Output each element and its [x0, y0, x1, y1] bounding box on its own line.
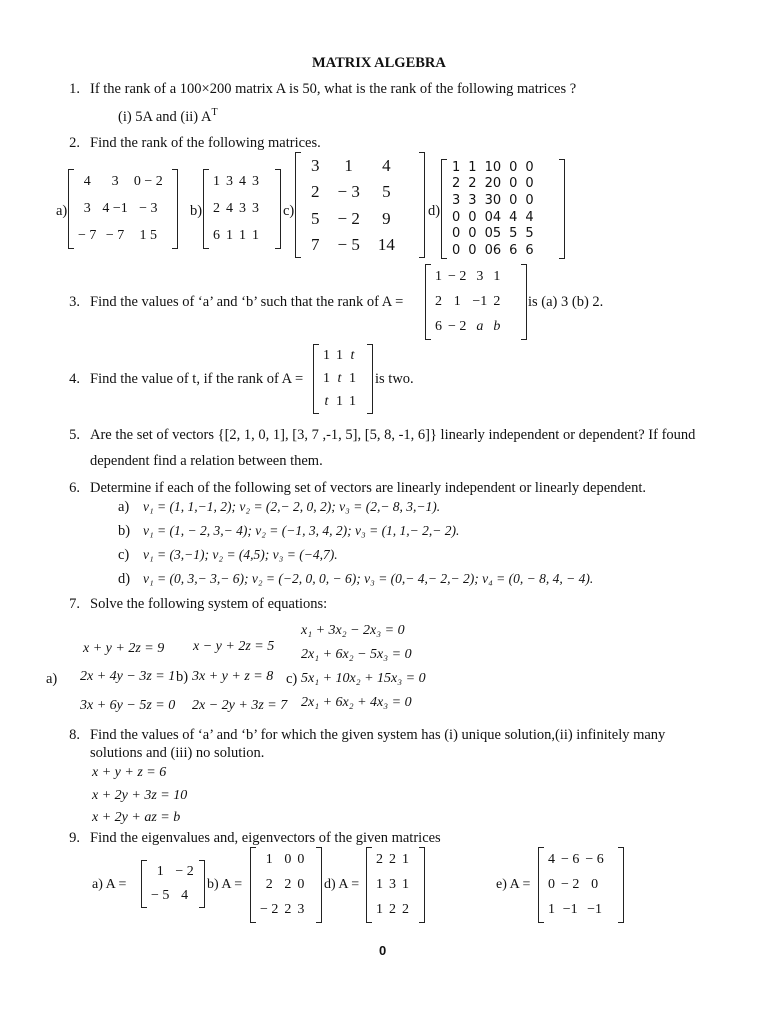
matrix-cell: 1 5	[139, 227, 158, 243]
matrix-cell: 4	[548, 851, 555, 867]
matrix-cell: 2	[213, 200, 220, 216]
matrix-cell: 3	[252, 174, 259, 190]
matrix-4	[313, 344, 373, 414]
matrix-row	[302, 152, 404, 179]
equation: 3x + 6y − 5z = 0	[80, 698, 176, 713]
matrix-cell: 1	[376, 902, 383, 918]
matrix-cell: 6	[435, 319, 442, 335]
matrix-cell: − 5	[337, 235, 360, 255]
matrix-cell: 4 −1	[102, 200, 128, 216]
matrix-cell: 2	[389, 851, 396, 867]
matrix-cell: 5	[382, 182, 391, 202]
matrix-table	[373, 847, 412, 923]
question-8-line-1: Find the values of ‘a’ and ‘b’ for which the given system has (i) unique solution,(ii) infinitely many	[90, 727, 666, 743]
matrix-cell: 0	[509, 193, 518, 209]
matrix-2c	[295, 152, 425, 258]
matrix-row	[148, 860, 197, 884]
matrix-cell: 2	[452, 176, 461, 192]
matrix-row	[373, 872, 412, 897]
matrix-table	[257, 847, 307, 923]
matrix-cell: − 2	[448, 319, 467, 335]
page-title: MATRIX ALGEBRA	[312, 55, 446, 71]
matrix-cell: 0	[297, 851, 305, 867]
matrix-cell: − 2	[337, 208, 360, 228]
matrix-cell: 6	[525, 243, 534, 259]
matrix-row	[302, 179, 404, 206]
matrix-label: c)	[283, 203, 295, 219]
matrix-cell: 3	[389, 876, 396, 892]
matrix-cell: b	[493, 319, 501, 335]
matrix-cell: 4	[83, 174, 91, 190]
matrix-cell: 3	[452, 193, 461, 209]
matrix-9b	[250, 847, 322, 923]
matrix-cell: 2	[389, 902, 396, 918]
matrix-row	[373, 898, 412, 923]
matrix-row	[148, 884, 197, 908]
system-label: b)	[176, 669, 189, 685]
question-number: 5.	[69, 427, 80, 443]
matrix-cell: 2	[376, 851, 383, 867]
matrix-cell: t	[337, 370, 342, 386]
matrix-cell: 14	[377, 235, 395, 255]
matrix-row	[320, 391, 359, 414]
matrix-table	[75, 169, 166, 249]
matrix-row	[302, 232, 404, 259]
matrix-cell: −1	[587, 902, 603, 918]
matrix-cell: 3	[226, 174, 233, 190]
matrix-cell: 2	[284, 902, 292, 918]
matrix-3	[425, 264, 527, 340]
matrix-label: a) A =	[92, 877, 127, 892]
matrix-cell: 0	[509, 159, 518, 175]
question-3-tail: is (a) 3 (b) 2.	[528, 294, 604, 310]
matrix-label: e) A =	[496, 877, 531, 892]
matrix-row	[210, 196, 262, 223]
matrix-cell: 4	[226, 200, 233, 216]
item-label: b)	[118, 523, 131, 539]
matrix-cell: 4	[382, 155, 391, 175]
matrix-cell: 0	[525, 193, 534, 209]
matrix-cell: 4	[509, 209, 518, 225]
equation: x + 2y + 3z = 10	[92, 788, 188, 803]
matrix-row	[75, 169, 166, 196]
matrix-cell: 2	[435, 293, 442, 309]
matrix-9e	[538, 847, 624, 923]
matrix-table	[432, 264, 503, 340]
matrix-row	[257, 898, 307, 923]
question-number: 2.	[69, 135, 80, 151]
matrix-row	[210, 222, 262, 249]
item-label: d)	[118, 571, 131, 587]
matrix-cell: 9	[382, 208, 391, 228]
matrix-cell: 3	[239, 200, 246, 216]
equation: 3x + y + z = 8	[192, 669, 274, 684]
matrix-2b	[203, 169, 281, 249]
matrix-table	[320, 344, 359, 414]
matrix-table	[545, 847, 607, 923]
matrix-cell: 04	[484, 209, 502, 225]
matrix-cell: 4	[181, 888, 189, 903]
question-3-text: Find the values of ‘a’ and ‘b’ such that the rank of A =	[90, 294, 404, 310]
question-number: 7.	[69, 596, 80, 612]
matrix-cell: 20	[484, 176, 502, 192]
equation: 2x₁ + 6x₂ − 5x₃ = 0	[301, 647, 412, 662]
matrix-cell: 5	[509, 226, 518, 242]
matrix-cell: 1	[435, 268, 442, 284]
matrix-cell: t	[324, 394, 329, 410]
matrix-cell: 05	[484, 226, 502, 242]
equation: x₁ + 3x₂ − 2x₃ = 0	[301, 623, 405, 638]
matrix-cell: 1	[493, 268, 501, 284]
matrix-cell: 0	[284, 851, 292, 867]
matrix-cell: 6	[509, 243, 518, 259]
matrix-cell: 1	[453, 293, 461, 309]
question-5-line-1: Are the set of vectors {[2, 1, 0, 1], [3, 7 ,-1, 5], [5, 8, -1, 6]} linearly independent or dependent? If found	[90, 427, 696, 443]
matrix-cell: − 3	[139, 200, 158, 216]
matrix-table	[448, 159, 538, 259]
matrix-row	[75, 196, 166, 223]
matrix-cell: 0	[525, 176, 534, 192]
matrix-2a	[68, 169, 178, 249]
matrix-cell: − 3	[337, 182, 360, 202]
matrix-cell: 2	[493, 293, 501, 309]
matrix-cell: 30	[484, 193, 502, 209]
question-5-line-2: dependent find a relation between them.	[90, 453, 323, 469]
matrix-cell: − 2	[260, 902, 279, 918]
matrix-row	[302, 205, 404, 232]
matrix-cell: 4	[239, 174, 246, 190]
equation: x − y + 2z = 5	[193, 639, 275, 654]
matrix-row	[373, 847, 412, 872]
matrix-cell: 6	[213, 227, 220, 243]
question-number: 9.	[69, 830, 80, 846]
matrix-cell: 7	[311, 235, 320, 255]
question-6-text: Determine if each of the following set of vectors are linearly independent or linearly dependent.	[90, 480, 647, 496]
matrix-row	[432, 264, 503, 289]
matrix-cell: 0	[591, 876, 599, 892]
matrix-label: b)	[190, 203, 203, 219]
matrix-cell: 2	[265, 876, 273, 892]
matrix-9d	[366, 847, 425, 923]
matrix-cell: 5	[311, 208, 320, 228]
matrix-cell: 0	[468, 209, 477, 225]
matrix-cell: 3	[297, 902, 305, 918]
matrix-cell: 3	[83, 200, 91, 216]
matrix-row	[448, 226, 538, 243]
question-number: 6.	[69, 480, 80, 496]
matrix-cell: 1	[239, 227, 246, 243]
matrix-cell: 1	[468, 159, 477, 175]
matrix-cell: 1	[156, 864, 164, 879]
matrix-cell: 0	[468, 243, 477, 259]
matrix-cell: − 6	[585, 851, 604, 867]
matrix-cell: 0	[297, 876, 305, 892]
matrix-cell: 3	[111, 174, 119, 190]
question-7-text: Solve the following system of equations:	[90, 596, 328, 612]
matrix-cell: t	[350, 347, 355, 363]
question-1-text: If the rank of a 100×200 matrix A is 50, what is the rank of the following matrices ?	[90, 81, 577, 97]
equation: x + y + z = 6	[92, 765, 167, 780]
system-label: a)	[46, 671, 58, 687]
matrix-cell: − 7	[78, 227, 97, 243]
question-number: 1.	[69, 81, 80, 97]
matrix-row	[320, 344, 359, 367]
question-4-tail: is two.	[375, 371, 414, 387]
matrix-cell: −1	[472, 293, 488, 309]
matrix-cell: 1	[226, 227, 233, 243]
equation: 2x − 2y + 3z = 7	[192, 698, 288, 713]
matrix-cell: 0	[509, 176, 518, 192]
matrix-cell: 1	[323, 370, 330, 386]
matrix-cell: 10	[484, 159, 502, 175]
matrix-cell: 1	[349, 394, 356, 410]
matrix-cell: 0	[452, 209, 461, 225]
matrix-cell: − 6	[561, 851, 580, 867]
matrix-cell: 1	[548, 902, 555, 918]
matrix-row	[75, 222, 166, 249]
matrix-cell: 2	[402, 902, 409, 918]
item-label: a)	[118, 499, 130, 515]
page-number: 0	[379, 943, 387, 958]
matrix-cell: 1	[344, 155, 353, 175]
matrix-table	[148, 860, 197, 908]
matrix-cell: − 2	[561, 876, 580, 892]
question-number: 8.	[69, 727, 80, 743]
matrix-cell: 3	[252, 200, 259, 216]
matrix-cell: a	[476, 319, 484, 335]
matrix-table	[302, 152, 404, 258]
matrix-row	[448, 159, 538, 176]
matrix-cell: 2	[311, 182, 320, 202]
matrix-label: b) A =	[207, 877, 243, 892]
question-2-text: Find the rank of the following matrices.	[90, 135, 321, 151]
matrix-cell: 0	[548, 876, 555, 892]
matrix-cell: 0	[452, 243, 461, 259]
matrix-2d	[441, 159, 565, 259]
matrix-cell: 1	[265, 851, 273, 867]
matrix-row	[545, 898, 607, 923]
matrix-row	[448, 176, 538, 193]
matrix-row	[448, 192, 538, 209]
matrix-cell: 1	[376, 876, 383, 892]
equation: x + 2y + az = b	[92, 810, 181, 825]
matrix-cell: 06	[484, 243, 502, 259]
matrix-cell: − 7	[105, 227, 125, 243]
matrix-cell: 1	[402, 876, 409, 892]
matrix-row	[432, 289, 503, 314]
matrix-row	[257, 872, 307, 897]
question-9-text: Find the eigenvalues and, eigenvectors of the given matrices	[90, 830, 441, 846]
vector-set-a: v₁ = (1, 1,−1, 2); v₂ = (2,− 2, 0, 2); v₃ = (2,− 8, 3,−1).	[143, 499, 441, 514]
matrix-label: a)	[56, 203, 68, 219]
matrix-label: d)	[428, 203, 441, 219]
matrix-row	[545, 847, 607, 872]
matrix-cell: 0 − 2	[133, 174, 163, 190]
matrix-cell: 1	[323, 347, 330, 363]
matrix-cell: 1	[336, 394, 343, 410]
matrix-cell: 5	[525, 226, 534, 242]
matrix-cell: − 5	[151, 888, 170, 903]
matrix-row	[545, 872, 607, 897]
matrix-row	[320, 367, 359, 390]
question-number: 4.	[69, 371, 80, 387]
matrix-cell: 1	[402, 851, 409, 867]
question-4-text: Find the value of t, if the rank of A =	[90, 371, 304, 387]
matrix-row	[448, 209, 538, 226]
matrix-row	[432, 315, 503, 340]
matrix-cell: 2	[468, 176, 477, 192]
matrix-cell: 1	[349, 370, 356, 386]
matrix-cell: 2	[284, 876, 292, 892]
matrix-cell: 3	[468, 193, 477, 209]
question-1-parts: (i) 5A and (ii) $A^T$	[118, 107, 218, 125]
question-number: 3.	[69, 294, 80, 310]
matrix-cell: 1	[452, 159, 461, 175]
matrix-cell: 3	[476, 268, 484, 284]
matrix-table	[210, 169, 262, 249]
matrix-cell: 0	[468, 226, 477, 242]
matrix-cell: 0	[452, 226, 461, 242]
matrix-9a	[141, 860, 205, 908]
matrix-cell: 4	[525, 209, 534, 225]
question-8-line-2: solutions and (iii) no solution.	[90, 745, 265, 761]
equation: 2x + 4y − 3z = 1	[80, 669, 176, 684]
matrix-row	[210, 169, 262, 196]
matrix-cell: − 2	[448, 268, 467, 284]
matrix-cell: − 2	[175, 864, 194, 879]
matrix-row	[448, 242, 538, 259]
matrix-cell: 3	[311, 155, 320, 175]
vector-set-c: v₁ = (3,−1); v₂ = (4,5); v₃ = (−4,7).	[143, 547, 338, 562]
equation: x + y + 2z = 9	[83, 641, 165, 656]
vector-set-b: v₁ = (1, − 2, 3,− 4); v₂ = (−1, 3, 4, 2); v₃ = (1, 1,− 2,− 2).	[143, 523, 460, 538]
item-label: c)	[118, 547, 130, 563]
matrix-cell: −1	[562, 902, 578, 918]
matrix-cell: 0	[525, 159, 534, 175]
matrix-row	[257, 847, 307, 872]
matrix-label: d) A =	[324, 877, 360, 892]
equation: 2x₁ + 6x₂ + 4x₃ = 0	[301, 695, 412, 710]
matrix-cell: 1	[252, 227, 259, 243]
system-label: c)	[286, 671, 298, 687]
matrix-cell: 1	[336, 347, 343, 363]
vector-set-d: v₁ = (0, 3,− 3,− 6); v₂ = (−2, 0, 0, − 6); v₃ = (0,− 4,− 2,− 2); v₄ = (0, − 8, 4, − 4).	[143, 571, 594, 586]
matrix-cell: 1	[213, 174, 220, 190]
equation: 5x₁ + 10x₂ + 15x₃ = 0	[301, 671, 426, 686]
